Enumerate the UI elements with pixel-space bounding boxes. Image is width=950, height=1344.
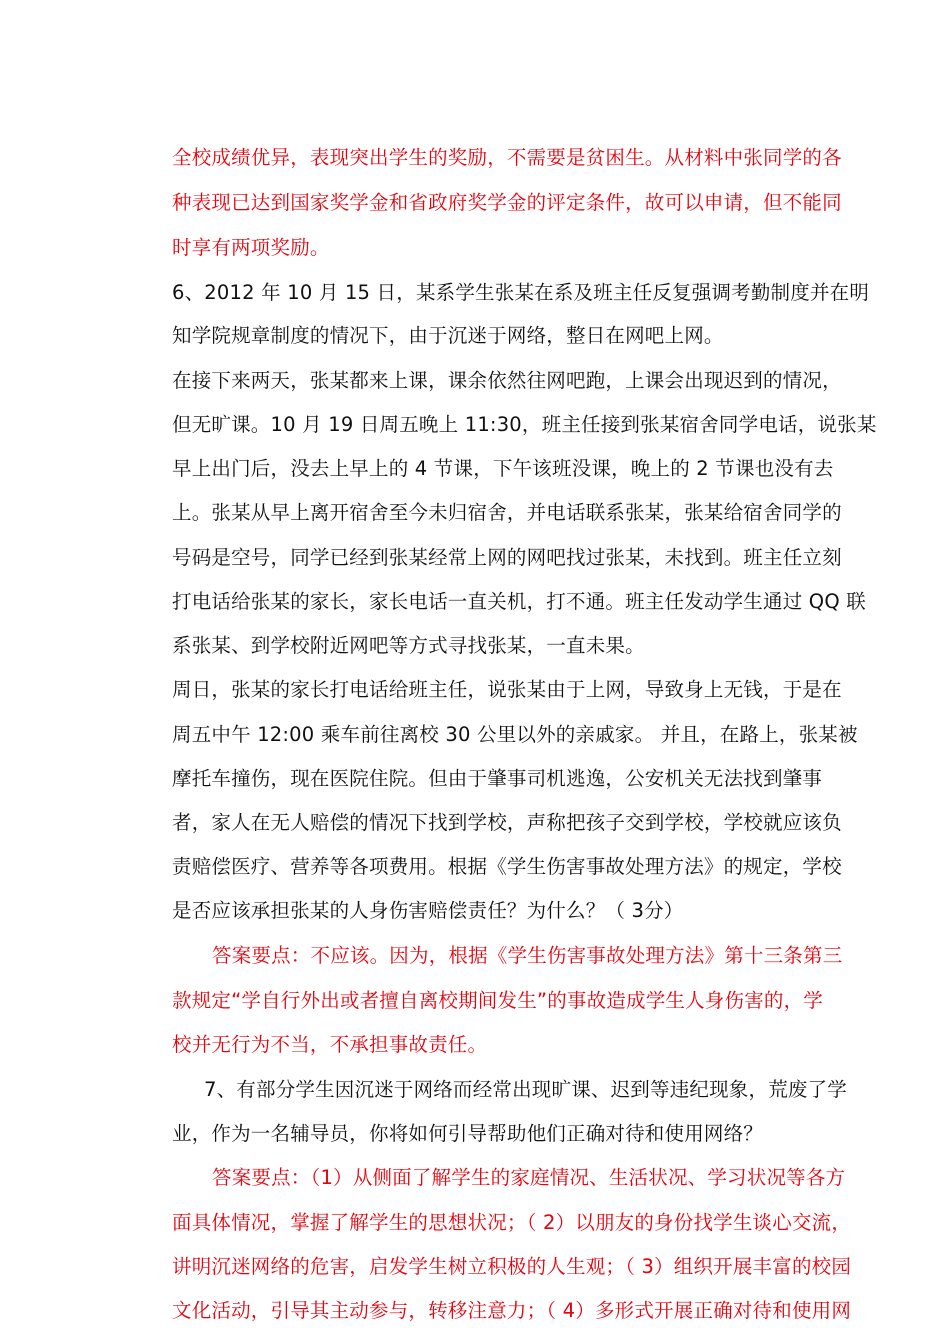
- answer-text-line: 全校成绩优异，表现突出学生的奖励，不需要是贫困生。从材料中张同学的各: [172, 146, 842, 169]
- question-text-line: 周日，张某的家长打电话给班主任，说张某由于上网，导致身上无钱，于是在: [172, 678, 842, 701]
- answer-text-line: 时享有两项奖励。: [172, 236, 330, 259]
- answer-text-line: 款规定“学自行外出或者擅自离校期间发生”的事故造成学生人身伤害的，学: [172, 989, 824, 1012]
- question-text-line: 在接下来两天，张某都来上课，课余依然往网吧跑，上课会出现迟到的情况，: [172, 369, 842, 392]
- question-text-line: 者，家人在无人赔偿的情况下找到学校，声称把孩子交到学校，学校就应该负: [172, 811, 842, 834]
- question-text-line: 是否应该承担张某的人身伤害赔偿责任？为什么？（ 3分）: [172, 899, 684, 922]
- question-text-line: 责赔偿医疗、营养等各项费用。根据《学生伤害事故处理方法》的规定，学校: [172, 855, 842, 878]
- question-text-line: 但无旷课。10 月 19 日周五晚上 11:30，班主任接到张某宿舍同学电话，说张某: [172, 413, 877, 436]
- question-text-line: 号码是空号，同学已经到张某经常上网的网吧找过张某，未找到。班主任立刻: [172, 546, 842, 569]
- question-text-line: 上。张某从早上离开宿舍至今未归宿舍，并电话联系张某，张某给宿舍同学的: [172, 501, 842, 524]
- question-text-line: 早上出门后，没去上早上的 4 节课，下午该班没课，晚上的 2 节课也没有去: [172, 457, 834, 480]
- question-text-line: 打电话给张某的家长，家长电话一直关机，打不通。班主任发动学生通过 QQ 联: [172, 590, 866, 613]
- question-text-line: 系张某、到学校附近网吧等方式寻找张某，一直未果。: [172, 634, 645, 657]
- question-text-line: 7、有部分学生因沉迷于网络而经常出现旷课、迟到等违纪现象，荒废了学: [204, 1078, 848, 1101]
- answer-text-line: 答案要点：不应该。因为，根据《学生伤害事故处理方法》第十三条第三: [212, 944, 843, 967]
- answer-text-line: 答案要点：（1）从侧面了解学生的家庭情况、生活状况、学习状况等各方: [212, 1166, 846, 1189]
- question-text-line: 摩托车撞伤，现在医院住院。但由于肇事司机逃逸，公安机关无法找到肇事: [172, 767, 823, 790]
- question-text-line: 6、2012 年 10 月 15 日，某系学生张某在系及班主任反复强调考勤制度并在明: [172, 281, 870, 304]
- answer-text-line: 文化活动，引导其主动参与，转移注意力；（ 4）多形式开展正确对待和使用网: [172, 1299, 852, 1322]
- question-text-line: 业，作为一名辅导员，你将如何引导帮助他们正确对待和使用网络？: [172, 1122, 764, 1145]
- question-text-line: 周五中午 12:00 乘车前往离校 30 公里以外的亲戚家。 并且，在路上，张某被: [172, 723, 858, 746]
- answer-text-line: 面具体情况，掌握了解学生的思想状况；（ 2）以朋友的身份找学生谈心交流，: [172, 1211, 852, 1234]
- answer-text-line: 校并无行为不当，不承担事故责任。: [172, 1033, 488, 1056]
- answer-text-line: 种表现已达到国家奖学金和省政府奖学金的评定条件，故可以申请，但不能同: [172, 191, 842, 214]
- question-text-line: 知学院规章制度的情况下，由于沉迷于网络，整日在网吧上网。: [172, 324, 724, 347]
- answer-text-line: 讲明沉迷网络的危害，启发学生树立积极的人生观；（ 3）组织开展丰富的校园: [172, 1255, 852, 1278]
